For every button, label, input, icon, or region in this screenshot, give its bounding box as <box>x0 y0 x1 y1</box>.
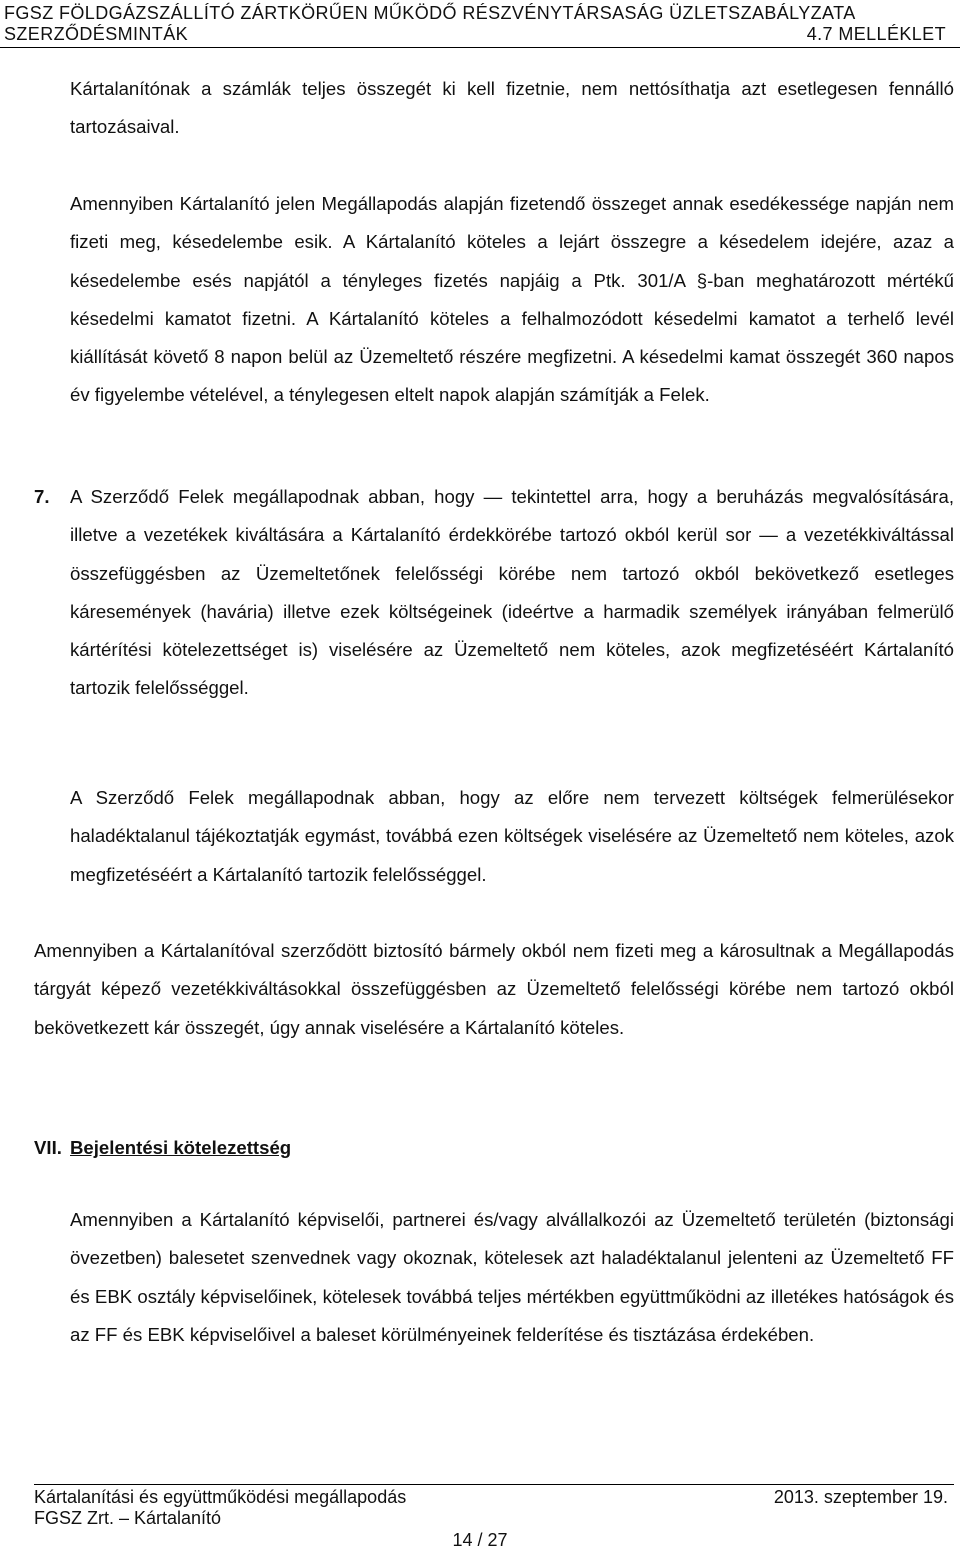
section-title: Bejelentési kötelezettség <box>70 1137 292 1158</box>
paragraph-insurer: Amennyiben a Kártalanítóval szerződött biztosító bármely okból nem fizeti meg a károsultnak a Megállapodás tárgyát képező vezetékkiváltásokkal összefüggésben az Üzemeltető felelősségi körébe nem tartozó okból bekövetkezett kár összegét, úgy annak viselésére a Kártalanító köteles. <box>34 940 954 1038</box>
header-divider <box>0 47 960 48</box>
section-number: VII. <box>34 1137 62 1158</box>
footer-divider <box>34 1484 954 1485</box>
paragraph-item-7: A Szerződő Felek megállapodnak abban, hogy — tekintettel arra, hogy a beruházás megvalósítására, illetve a vezetékek kiváltására a Kártalanító érdekkörébe tartozó okból kerül sor — a vezetékkiváltással összefüggésben az Üzemeltetőnek felelősségi körébe nem tartozó okból bekövetkező esetleges káresemények (havária) illetve ezek költségeinek (ideértve a harmadik személyek irányában felmerülő kártérítési kötelezettséget is) viselésére az Üzemeltető nem köteles, azok megfizetéséért Kártalanító tartozik felelősséggel. <box>70 486 954 699</box>
header-annex-label: 4.7 MELLÉKLET <box>806 24 946 44</box>
page-number: 14 / 27 <box>452 1530 508 1550</box>
paragraph-full-payment: Kártalanítónak a számlák teljes összegét ki kell fizetnie, nem nettósíthatja azt esetlegesen fennálló tartozásaival. <box>70 78 954 138</box>
item-number-7: 7. <box>34 486 50 507</box>
footer-document-title: Kártalanítási és együttműködési megállapodás <box>34 1487 407 1507</box>
paragraph-reporting-obligation: Amennyiben a Kártalanító képviselői, partnerei és/vagy alvállalkozói az Üzemeltető területén (biztonsági övezetben) balesetet szenvednek vagy okoznak, kötelesek azt haladéktalanul jelenteni az Üzemeltető FF és EBK osztály képviselőinek, kötelesek továbbá teljes mértékben együttműködni az illetékes hatóságok és az FF és EBK képviselőivel a baleset körülményeinek felderítése és tisztázása érdekében. <box>70 1209 954 1345</box>
page-header <box>0 0 960 46</box>
paragraph-late-payment: Amennyiben Kártalanító jelen Megállapodás alapján fizetendő összeget annak esedékessége napján nem fizeti meg, késedelembe esik. A Kártalanító köteles a lejárt összegre a késedelem idejére, azaz a késedelembe esés napjától a tényleges fizetés napjáig a Ptk. 301/A §-ban meghatározott mértékű késedelmi kamatot fizetni. A Kártalanító köteles a felhalmozódott késedelmi kamatot a terhelő levél kiállítását követő 8 napon belül az Üzemeltető részére megfizetni. A késedelmi kamat összegét 360 napos év figyelembe vételével, a ténylegesen eltelt napok alapján számítják a Felek. <box>70 193 954 406</box>
header-title: FGSZ FÖLDGÁZSZÁLLÍTÓ ZÁRTKÖRŰEN MŰKÖDŐ RÉSZVÉNYTÁRSASÁG ÜZLETSZABÁLYZATA <box>4 3 856 23</box>
header-subtitle: SZERZŐDÉSMINTÁK <box>4 24 189 44</box>
paragraph-unplanned-costs: A Szerződő Felek megállapodnak abban, hogy az előre nem tervezett költségek felmerülésekor haladéktalanul tájékoztatják egymást, továbbá ezen költségek viselésére az Üzemeltető nem köteles, azok megfizetéséért a Kártalanító tartozik felelősséggel. <box>70 787 954 885</box>
footer-parties: FGSZ Zrt. – Kártalanító <box>34 1508 222 1528</box>
footer-date: 2013. szeptember 19. <box>773 1487 948 1507</box>
